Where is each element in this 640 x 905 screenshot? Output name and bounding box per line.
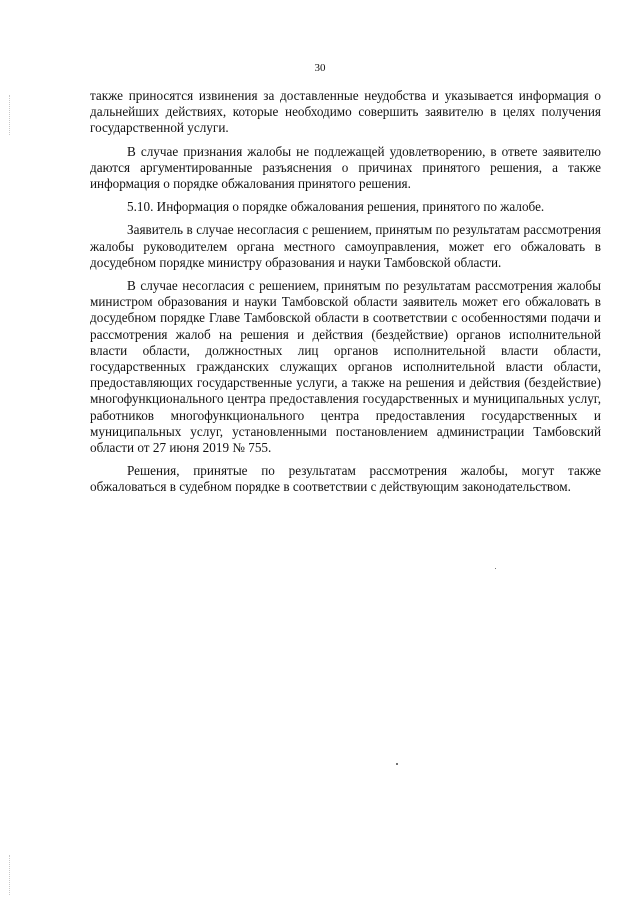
- section-heading-5-10: 5.10. Информация о порядке обжалования решения, принятого по жалобе.: [127, 199, 545, 215]
- page-number: 30: [314, 62, 326, 74]
- paragraph: Решения, принятые по результатам рассмотрения жалобы, могут также обжаловаться в судебном порядке в соответствии с действующим законодательством.: [90, 463, 601, 495]
- paragraph: В случае несогласия с решением, принятым по результатам рассмотрения жалобы министром образования и науки Тамбовской области заявитель может его обжаловать в досудебном порядке Главе Тамбовской области в соответствии с особенностями подачи и рассмотрения жалоб на решения и действия (бездействие) органов исполнительной власти области, должностных лиц органов исполнительной власти области, государственных гражданских служащих органов исполнительной власти области, предоставляющих государственные услуги, а также на решения и действия (бездействие) многофункционального центра предоставления государственных и муниципальных услуг, работников многофункционального центра предоставления государственных и муниципальных услуг, установленными постановлением администрации Тамбовский области от 27 июня 2019 № 755.: [90, 278, 601, 456]
- scan-speck: [495, 568, 496, 569]
- scan-margin-mark: [9, 855, 11, 895]
- document-body: [90, 88, 601, 496]
- paragraph: также приносятся извинения за доставленные неудобства и указывается информация о дальнейших действиях, которые необходимо совершить заявителю в целях получения государственной услуги.: [90, 88, 601, 136]
- scan-margin-mark: [9, 95, 11, 135]
- paragraph: Заявитель в случае несогласия с решением, принятым по результатам рассмотрения жалобы руководителем органа местного самоуправления, может его обжаловать в досудебном порядке министру образования и науки Тамбовской области.: [90, 222, 601, 270]
- paragraph: В случае признания жалобы не подлежащей удовлетворению, в ответе заявителю даются аргументированные разъяснения о причинах принятого решения, а также информация о порядке обжалования принятого решения.: [90, 143, 601, 192]
- scan-speck: [396, 763, 398, 765]
